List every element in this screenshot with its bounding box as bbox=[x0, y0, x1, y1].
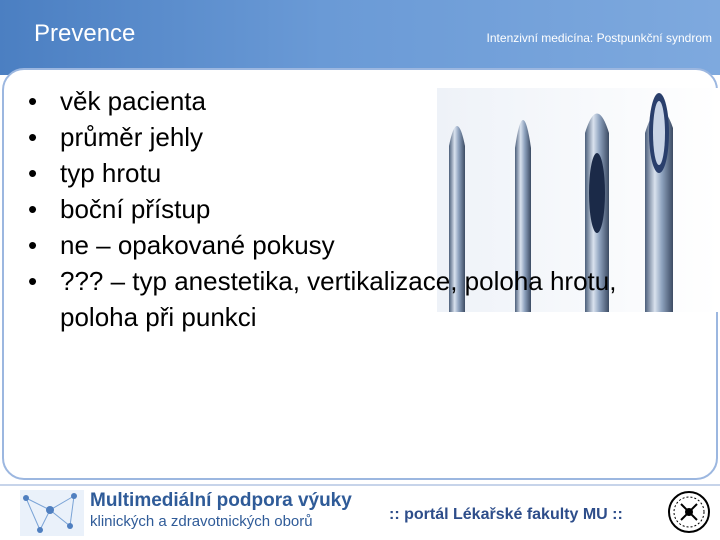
banner-line-2: klinických a zdravotnických oborů bbox=[90, 513, 313, 530]
network-logo-icon bbox=[20, 490, 84, 536]
slide-subtitle: Intenzivní medicína: Postpunkční syndrom bbox=[486, 31, 712, 45]
bullet-list bbox=[28, 83, 688, 335]
list-item: • průměr jehly bbox=[28, 122, 204, 152]
list-item: • ??? – typ anestetika, vertikalizace, poloha hrotu, poloha při punkci bbox=[28, 266, 617, 332]
banner-line-1: Multimediální podpora výuky bbox=[90, 490, 352, 511]
footer-divider bbox=[0, 484, 720, 486]
list-item: • ne – opakované pokusy bbox=[28, 230, 335, 260]
list-item: • typ hrotu bbox=[28, 158, 162, 188]
footer-banner bbox=[90, 490, 352, 532]
list-item: • boční přístup bbox=[28, 194, 211, 224]
faculty-seal-icon bbox=[667, 490, 711, 534]
slide-title: Prevence bbox=[34, 20, 136, 47]
list-item: • věk pacienta bbox=[28, 86, 206, 116]
slide-header bbox=[0, 0, 720, 75]
portal-link[interactable]: :: portál Lékařské fakulty MU :: bbox=[389, 506, 623, 523]
